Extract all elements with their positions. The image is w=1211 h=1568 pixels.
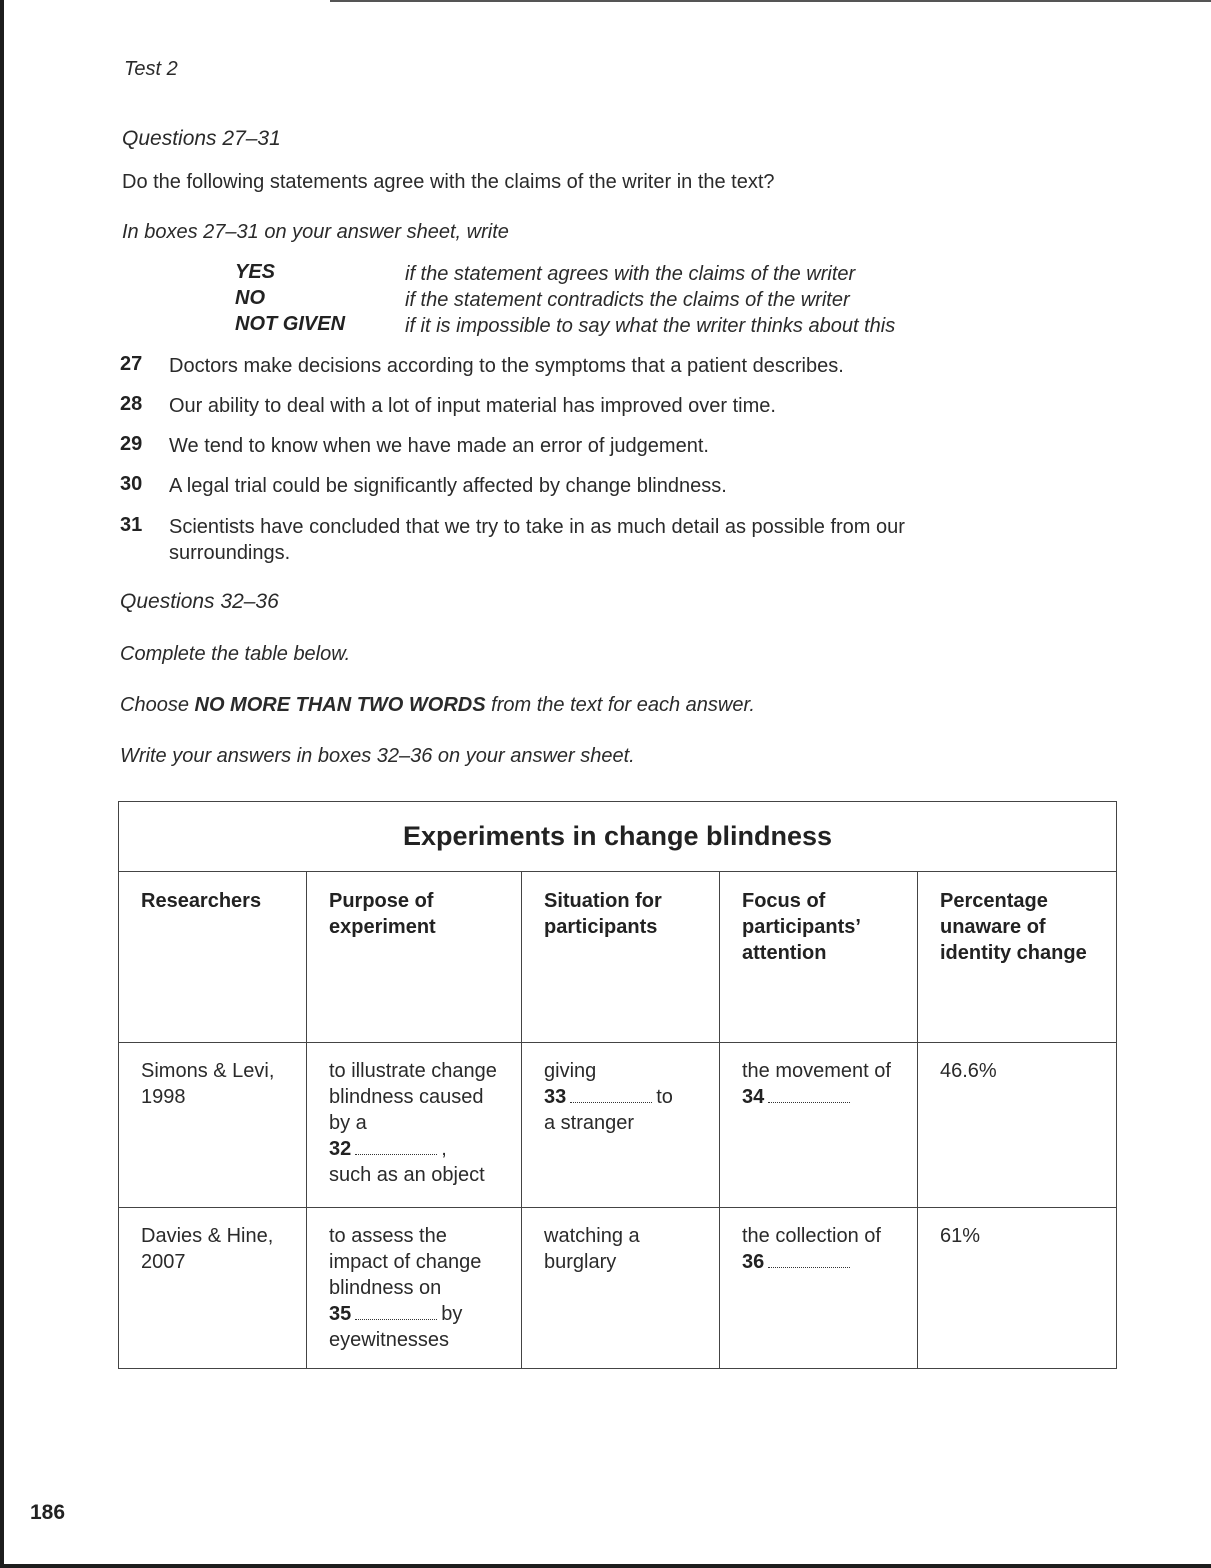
running-title: Test 2 xyxy=(124,58,178,80)
key-term-not-given: NOT GIVEN xyxy=(235,313,346,335)
section2-heading: Questions 32–36 xyxy=(120,590,279,613)
experiments-table xyxy=(118,801,1117,1369)
header-focus: Focus of participants’ attention xyxy=(720,872,918,1043)
purpose-text: eyewitnesses xyxy=(329,1329,450,1351)
situation-text: a stranger xyxy=(544,1112,635,1134)
cell-percentage xyxy=(918,1208,1117,1369)
header-percentage: Percentage unaware of identity change xyxy=(918,872,1117,1043)
answer-gap-32[interactable] xyxy=(355,1142,437,1155)
focus-text: the collection of xyxy=(742,1225,881,1247)
header-purpose: Purpose of experiment xyxy=(307,872,522,1043)
percentage-text: 61% xyxy=(940,1225,981,1247)
cell-focus xyxy=(720,1208,918,1369)
cell-percentage xyxy=(918,1043,1117,1208)
section1-heading: Questions 27–31 xyxy=(122,127,281,150)
gap-number: 33 xyxy=(544,1086,567,1108)
purpose-text: to assess the impact of change blindness on xyxy=(329,1225,482,1299)
scan-left-edge xyxy=(0,0,4,1568)
table-title: Experiments in change blindness xyxy=(119,802,1117,872)
section2-instruction-answers: Write your answers in boxes 32–36 on your answer sheet. xyxy=(120,745,635,767)
scan-bottom-edge xyxy=(0,1564,1211,1568)
cell-purpose xyxy=(307,1208,522,1369)
purpose-text: by xyxy=(441,1303,463,1325)
instruction-emphasis: NO MORE THAN TWO WORDS xyxy=(194,694,486,716)
answer-gap-34[interactable] xyxy=(768,1090,850,1103)
question-number: 28 xyxy=(120,393,143,415)
section2-instruction-words xyxy=(120,694,755,717)
researchers-text: Davies & Hine, 2007 xyxy=(141,1225,274,1273)
question-text: Scientists have concluded that we try to take in as much detail as possible from our surroundings. xyxy=(169,516,905,564)
question-text: Doctors make decisions according to the symptoms that a patient describes. xyxy=(169,355,844,377)
question-number: 30 xyxy=(120,473,143,495)
section2-instruction-complete: Complete the table below. xyxy=(120,643,351,665)
answer-gap-36[interactable] xyxy=(768,1255,850,1268)
cell-researchers xyxy=(119,1043,307,1208)
cell-situation xyxy=(522,1208,720,1369)
question-number: 29 xyxy=(120,433,143,455)
percentage-text: 46.6% xyxy=(940,1060,997,1082)
key-term-yes: YES xyxy=(235,261,276,283)
gap-number: 35 xyxy=(329,1303,352,1325)
key-definition-not-given: if it is impossible to say what the writer thinks about this xyxy=(405,315,896,337)
cell-focus xyxy=(720,1043,918,1208)
instruction-text: Choose xyxy=(120,694,195,716)
cell-situation xyxy=(522,1043,720,1208)
key-term-no: NO xyxy=(235,287,265,309)
purpose-text: such as an object xyxy=(329,1164,485,1186)
situation-text: giving xyxy=(544,1060,597,1082)
purpose-text: to illustrate change blindness caused by a xyxy=(329,1060,497,1134)
gap-number: 32 xyxy=(329,1138,352,1160)
gap-number: 34 xyxy=(742,1086,765,1108)
researchers-text: Simons & Levi, 1998 xyxy=(141,1060,275,1108)
question-number: 31 xyxy=(120,514,143,536)
answer-gap-35[interactable] xyxy=(355,1307,437,1320)
question-text: A legal trial could be significantly affected by change blindness. xyxy=(169,475,727,497)
answer-gap-33[interactable] xyxy=(570,1090,652,1103)
header-researchers: Researchers xyxy=(119,872,307,1043)
section1-subinstruction: In boxes 27–31 on your answer sheet, write xyxy=(122,221,509,243)
cell-purpose: to illustrate change blindness caused by a 32 , such as an object xyxy=(307,1043,522,1208)
header-situation: Situation for participants xyxy=(522,872,720,1043)
situation-text: to xyxy=(656,1086,673,1108)
situation-text: watching a burglary xyxy=(544,1225,640,1273)
cell-researchers xyxy=(119,1208,307,1369)
key-definition-yes: if the statement agrees with the claims of the writer xyxy=(405,263,856,285)
page-number: 186 xyxy=(30,1501,66,1524)
question-text: We tend to know when we have made an error of judgement. xyxy=(169,435,709,457)
instruction-text: from the text for each answer. xyxy=(485,694,755,716)
gap-number: 36 xyxy=(742,1251,765,1273)
question-text: Our ability to deal with a lot of input material has improved over time. xyxy=(169,395,776,417)
section1-instruction: Do the following statements agree with the claims of the writer in the text? xyxy=(122,171,775,193)
scan-top-edge xyxy=(330,0,1211,2)
focus-text: the movement of xyxy=(742,1060,891,1082)
question-number: 27 xyxy=(120,353,143,375)
key-definition-no: if the statement contradicts the claims of the writer xyxy=(405,289,850,311)
